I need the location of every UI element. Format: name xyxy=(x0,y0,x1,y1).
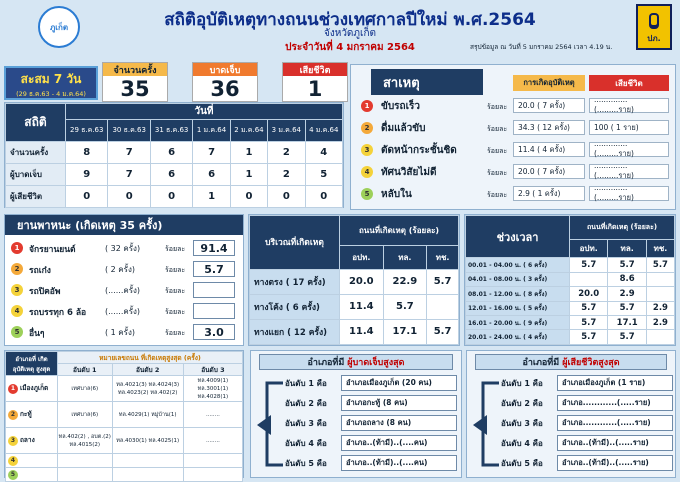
cause-death-value: ..............(.........ราย) xyxy=(589,142,669,157)
district-road-cell: เทศบาล(6) xyxy=(58,402,113,428)
district-name: เมืองภูเก็ต xyxy=(20,384,49,393)
cause-label: ดื่มแล้วขับ xyxy=(381,123,426,134)
district-row xyxy=(6,454,243,468)
vehicle-label: รถปิคอัพ xyxy=(29,287,61,297)
daily-cell: 4 xyxy=(305,142,342,164)
location-row-label: ทางโค้ง ( 6 ครั้ง) xyxy=(250,294,340,319)
vehicle-count: (......ครั้ง) xyxy=(105,286,141,295)
top-rank-row xyxy=(501,375,671,391)
vehicle-label: รถบรรทุก 6 ล้อ xyxy=(29,308,87,318)
timeslot-col-header: ทล. xyxy=(608,239,646,257)
rank-label: อันดับ 2 คือ xyxy=(285,399,327,408)
district-road-cell: เทศบาล(6) xyxy=(58,376,113,402)
district-name: กะทู้ xyxy=(20,410,32,419)
location-row-label: ทางตรง ( 17 ครั้ง) xyxy=(250,269,340,294)
daily-cell: 7 xyxy=(108,142,150,164)
timeslot-row xyxy=(466,258,675,272)
day-header: วันที่ xyxy=(66,104,343,120)
daily-cell: 0 xyxy=(66,186,108,208)
rank-badge: 1 xyxy=(11,242,23,254)
timeslot-row xyxy=(466,287,675,301)
district-name: ถลาง xyxy=(20,436,35,445)
injured-top-title-highlight: ผู้บาดเจ็บสูงสุด xyxy=(347,358,405,368)
timeslot-label: 04.01 - 08.00 น. ( 3 ครั้ง) xyxy=(466,272,570,286)
rank-label: อันดับ 3 คือ xyxy=(285,419,327,428)
daily-cell: 8 xyxy=(66,142,108,164)
daily-row xyxy=(6,164,343,186)
top-rank-row xyxy=(285,455,455,471)
cause-death-value: ..............(.........ราย) xyxy=(589,98,669,113)
rank-badge: 1 xyxy=(8,384,18,394)
road-group-header: หมายเลขถนน ที่เกิดเหตุสูงสุด (ครั้ง) xyxy=(58,352,243,364)
top-rank-row xyxy=(285,395,455,411)
timeslot-cell xyxy=(646,272,674,286)
cause-acc-value: 11.4 ( 4 ครั้ง) xyxy=(513,142,585,157)
vehicle-count: ( 32 ครั้ง) xyxy=(105,244,141,253)
daily-row xyxy=(6,186,343,208)
department-seal-logo: ภูเก็ต xyxy=(38,6,80,48)
timeslot-cell: 8.6 xyxy=(608,272,646,286)
date-header: 1 ม.ค.64 xyxy=(193,120,230,142)
date-header: 4 ม.ค.64 xyxy=(305,120,342,142)
rank-badge: 2 xyxy=(11,263,23,275)
rank-badge: 5 xyxy=(361,188,373,200)
daily-cell: 0 xyxy=(305,186,342,208)
vehicle-pct: 91.4 xyxy=(193,240,235,256)
deaths-top-panel xyxy=(466,350,676,478)
district-row xyxy=(6,468,243,482)
daily-cell: 1 xyxy=(230,164,267,186)
deaths-total-card xyxy=(282,62,348,102)
location-col-header: อปท. xyxy=(340,246,384,269)
vehicle-row xyxy=(9,302,239,320)
deaths-top-title xyxy=(475,354,667,370)
location-title: บริเวณที่เกิดเหตุ xyxy=(250,216,340,270)
location-col-header: ทล. xyxy=(383,246,427,269)
district-road-cell xyxy=(183,454,242,468)
timeslot-row xyxy=(466,330,675,345)
rank-label: อันดับ 3 คือ xyxy=(501,419,543,428)
vehicle-label: รถเก๋ง xyxy=(29,266,51,276)
daily-cell: 0 xyxy=(230,186,267,208)
timeslot-cell: 2.9 xyxy=(608,287,646,301)
location-cell xyxy=(427,294,459,319)
injured-label: บาดเจ็บ xyxy=(193,63,257,76)
daily-cell: 7 xyxy=(193,142,230,164)
district-row xyxy=(6,402,243,428)
district-value-box: อำเภอ..(ท้ามี)..(.....ราย) xyxy=(557,435,673,451)
vehicle-count: (......ครั้ง) xyxy=(105,307,141,316)
timeslot-cell xyxy=(646,330,674,345)
injured-top-title xyxy=(259,354,453,370)
daily-cell: 2 xyxy=(268,164,305,186)
cause-acc-value: 2.9 ( 1 ครั้ง) xyxy=(513,186,585,201)
injured-value: 36 xyxy=(210,77,240,101)
top-rank-row xyxy=(285,415,455,431)
date-header: 30 ธ.ค.63 xyxy=(108,120,150,142)
rank-badge: 2 xyxy=(8,410,18,420)
location-cell: 5.7 xyxy=(427,269,459,294)
location-cell: 11.4 xyxy=(340,294,384,319)
top-rank-row xyxy=(285,375,455,391)
rank-label: อันดับ 1 คือ xyxy=(285,379,327,388)
date-header: 2 ม.ค.64 xyxy=(230,120,267,142)
timeslot-col-header: อปท. xyxy=(570,239,608,257)
timeslot-cell: 2.9 xyxy=(646,301,674,315)
district-name-cell xyxy=(6,402,58,428)
district-value-box: อำเภอ..(ท้ามี)..(....คน) xyxy=(341,435,457,451)
vehicle-label: อื่นๆ xyxy=(29,329,45,339)
deaths-label: เสียชีวิต xyxy=(283,63,347,76)
timeslot-row xyxy=(466,301,675,315)
vehicle-row xyxy=(9,323,239,341)
deaths-value: 1 xyxy=(307,77,323,101)
daily-cell: 6 xyxy=(193,164,230,186)
district-road-cell: ทล.4021(3) ทล.4024(3) ทล.4023(2) ทล.402(2) xyxy=(112,376,183,402)
ppb-logo xyxy=(636,4,672,50)
district-road-cell xyxy=(58,468,113,482)
bracket-arrow-icon xyxy=(473,375,503,473)
timeslot-row xyxy=(466,272,675,286)
timeslot-label: 00.01 - 04.00 น. ( 6 ครั้ง) xyxy=(466,258,570,272)
vehicle-pct-label: ร้อยละ xyxy=(165,266,186,274)
district-value-box: อำเภอ..(ท้ามี)..(....คน) xyxy=(341,455,457,471)
daily-cell: 0 xyxy=(150,186,192,208)
district-name-cell xyxy=(6,468,58,482)
cause-label: หลับใน xyxy=(381,189,412,200)
district-row xyxy=(6,376,243,402)
district-road-cell: ทล.402(2) , อบต.(2) ทล.4015(2) xyxy=(58,428,113,454)
rank-badge: 4 xyxy=(11,305,23,317)
daily-cell: 6 xyxy=(150,164,192,186)
district-road-cell: ทล.4030(1) ทล.4025(1) xyxy=(112,428,183,454)
timeslot-cell: 5.7 xyxy=(608,258,646,272)
cumulative-range: (29 ธ.ค.63 - 4 ม.ค.64) xyxy=(16,90,86,98)
ppb-logo-text: ปภ. xyxy=(647,33,661,43)
location-group-header: ถนนที่เกิดเหตุ (ร้อยละ) xyxy=(340,216,459,246)
daily-row xyxy=(6,142,343,164)
timeslot-cell xyxy=(570,272,608,286)
top-rank-row xyxy=(285,435,455,451)
rank-label: อันดับ 2 คือ xyxy=(501,399,543,408)
rank-badge: 3 xyxy=(11,284,23,296)
location-panel xyxy=(248,214,460,346)
district-road-cell xyxy=(112,468,183,482)
timeslot-cell: 5.7 xyxy=(570,330,608,345)
vehicle-row xyxy=(9,239,239,257)
vehicle-pct: 3.0 xyxy=(193,324,235,340)
district-road-cell: ทล.4029(1) หมู่บ้าน(1) xyxy=(112,402,183,428)
vehicle-pct xyxy=(193,303,235,319)
rank-label: อันดับ 4 คือ xyxy=(501,439,543,448)
timeslot-cell: 20.0 xyxy=(570,287,608,301)
rank-badge: 2 xyxy=(361,122,373,134)
injured-total-card xyxy=(192,62,258,102)
timeslots-panel xyxy=(464,214,676,346)
vehicle-pct-label: ร้อยละ xyxy=(165,329,186,337)
daily-row-label: ผู้บาดเจ็บ xyxy=(6,164,66,186)
location-row xyxy=(250,269,459,294)
cause-death-value: ..............(.........ราย) xyxy=(589,186,669,201)
location-cell: 11.4 xyxy=(340,319,384,344)
district-name-cell xyxy=(6,454,58,468)
location-cell: 5.7 xyxy=(427,319,459,344)
cause-row xyxy=(359,185,671,203)
district-value-box: อำเภอ............(.....ราย) xyxy=(557,395,673,411)
daily-cell: 7 xyxy=(108,164,150,186)
daily-stats-table xyxy=(4,102,344,208)
deaths-top-title-highlight: ผู้เสียชีวิตสูงสุด xyxy=(562,358,620,368)
district-value-box: อำเภอกะทู้ (8 คน) xyxy=(341,395,457,411)
cause-pct-label: ร้อยละ xyxy=(487,147,508,155)
timeslot-col-header: ทช. xyxy=(646,239,674,257)
cumulative-label: สะสม 7 วัน xyxy=(20,72,82,86)
location-cell: 5.7 xyxy=(383,294,427,319)
hand-icon xyxy=(643,10,665,32)
location-row xyxy=(250,319,459,344)
vehicle-count: ( 2 ครั้ง) xyxy=(105,265,135,274)
district-name-cell xyxy=(6,428,58,454)
cause-death-value: ..............(.........ราย) xyxy=(589,164,669,179)
cause-pct-label: ร้อยละ xyxy=(487,125,508,133)
timeslot-cell: 5.7 xyxy=(570,315,608,329)
timeslot-label: 20.01 - 24.00 น. ( 4 ครั้ง) xyxy=(466,330,570,345)
rank-badge: 4 xyxy=(361,166,373,178)
cause-label: ตัดหน้ากระชั้นชิด xyxy=(381,145,457,156)
top-rank-row xyxy=(501,455,671,471)
rank-label: อันดับ 5 คือ xyxy=(285,459,327,468)
vehicle-pct-label: ร้อยละ xyxy=(165,308,186,316)
daily-row-label: ผู้เสียชีวิต xyxy=(6,186,66,208)
daily-cell: 0 xyxy=(268,186,305,208)
timeslots-group-header: ถนนที่เกิดเหตุ (ร้อยละ) xyxy=(570,216,675,240)
vehicle-pct: 5.7 xyxy=(193,261,235,277)
causes-panel xyxy=(350,64,676,210)
district-name-cell xyxy=(6,376,58,402)
stat-header: สถิติ xyxy=(6,104,66,142)
district-road-cell: ........ xyxy=(183,428,242,454)
causes-title: สาเหตุ xyxy=(371,69,483,95)
injured-top-title-pre: อำเภอที่มี xyxy=(307,358,345,368)
timeslot-cell: 5.7 xyxy=(646,258,674,272)
daily-cell: 9 xyxy=(66,164,108,186)
daily-cell: 2 xyxy=(268,142,305,164)
district-road-cell xyxy=(183,468,242,482)
timeslot-label: 16.01 - 20.00 น. ( 9 ครั้ง) xyxy=(466,315,570,329)
cause-row xyxy=(359,97,671,115)
timeslot-row xyxy=(466,315,675,329)
district-col-header: อำเภอที่ เกิดอุบัติเหตุ สูงสุด xyxy=(6,352,58,376)
causes-death-header: เสียชีวิต xyxy=(589,75,669,91)
cause-pct-label: ร้อยละ xyxy=(487,103,508,111)
rank-badge: 5 xyxy=(11,326,23,338)
rank-badge: 1 xyxy=(361,100,373,112)
cause-pct-label: ร้อยละ xyxy=(487,169,508,177)
cause-acc-value: 34.3 ( 12 ครั้ง) xyxy=(513,120,585,135)
daily-cell: 1 xyxy=(193,186,230,208)
page-title: สถิติอุบัติเหตุทางถนนช่วงเทศกาลปีใหม่ พ.ศ.2564 xyxy=(164,10,536,30)
district-value-box: อำเภอถลาง (8 คน) xyxy=(341,415,457,431)
cause-acc-value: 20.0 ( 7 ครั้ง) xyxy=(513,98,585,113)
timeslot-cell: 5.7 xyxy=(570,301,608,315)
vehicles-panel xyxy=(4,214,244,346)
cause-label: ทัศนวิสัยไม่ดี xyxy=(381,167,437,178)
rank-badge: 5 xyxy=(8,470,18,480)
rank-col-header: อันดับ 3 xyxy=(183,364,242,376)
date-header: 29 ธ.ค.63 xyxy=(66,120,108,142)
accidents-total-card xyxy=(102,62,168,102)
rank-label: อันดับ 4 คือ xyxy=(285,439,327,448)
rank-badge: 3 xyxy=(8,436,18,446)
daily-cell: 0 xyxy=(108,186,150,208)
summary-timestamp: สรุปข้อมูล ณ วันที่ 5 มกราคม 2564 เวลา 4.19 น. xyxy=(470,43,613,51)
location-cell: 20.0 xyxy=(340,269,384,294)
cause-pct-label: ร้อยละ xyxy=(487,191,508,199)
vehicle-label: จักรยานยนต์ xyxy=(29,245,76,255)
vehicle-row xyxy=(9,281,239,299)
daily-row-label: จำนวนครั้ง xyxy=(6,142,66,164)
vehicle-count: ( 1 ครั้ง) xyxy=(105,328,135,337)
injured-top-panel xyxy=(250,350,462,478)
timeslot-label: 12.01 - 16.00 น. ( 5 ครั้ง) xyxy=(466,301,570,315)
timeslot-cell xyxy=(646,287,674,301)
top-rank-row xyxy=(501,415,671,431)
province-name: จังหวัดภูเก็ต xyxy=(323,28,376,39)
rank-label: อันดับ 5 คือ xyxy=(501,459,543,468)
top-rank-row xyxy=(501,395,671,411)
daily-cell: 6 xyxy=(150,142,192,164)
timeslot-cell: 2.9 xyxy=(646,315,674,329)
district-road-cell xyxy=(112,454,183,468)
cause-row xyxy=(359,141,671,159)
cause-label: ขับรถเร็ว xyxy=(381,101,421,112)
cause-row xyxy=(359,119,671,137)
rank-col-header: อันดับ 1 xyxy=(58,364,113,376)
district-value-box: อำเภอเมืองภูเก็ต (20 คน) xyxy=(341,375,457,391)
vehicles-title: ยานพาหนะ (เกิดเหตุ 35 ครั้ง) xyxy=(5,215,243,235)
rank-col-header: อันดับ 2 xyxy=(112,364,183,376)
timeslot-cell: 5.7 xyxy=(570,258,608,272)
top-rank-row xyxy=(501,435,671,451)
rank-badge: 4 xyxy=(8,456,18,466)
cause-row xyxy=(359,163,671,181)
district-value-box: อำเภอ..(ท้ามี)..(.....ราย) xyxy=(557,455,673,471)
report-date: ประจำวันที่ 4 มกราคม 2564 xyxy=(285,42,415,53)
date-header: 31 ธ.ค.63 xyxy=(150,120,192,142)
bracket-arrow-icon xyxy=(257,375,287,473)
district-road-cell: ทล.4009(1) ทล.3001(1) ทล.4028(1) xyxy=(183,376,242,402)
location-cell: 17.1 xyxy=(383,319,427,344)
cause-death-value: 100 ( 1 ราย) xyxy=(589,120,669,135)
location-row xyxy=(250,294,459,319)
district-row xyxy=(6,428,243,454)
causes-acc-header: การเกิดอุบัติเหตุ xyxy=(513,75,585,91)
date-header: 3 ม.ค.64 xyxy=(268,120,305,142)
vehicle-pct-label: ร้อยละ xyxy=(165,245,186,253)
location-row-label: ทางแยก ( 12 ครั้ง) xyxy=(250,319,340,344)
vehicle-pct-label: ร้อยละ xyxy=(165,287,186,295)
timeslot-label: 08.01 - 12.00 น. ( 8 ครั้ง) xyxy=(466,287,570,301)
cause-acc-value: 20.0 ( 7 ครั้ง) xyxy=(513,164,585,179)
district-road-cell: ........ xyxy=(183,402,242,428)
accidents-value: 35 xyxy=(120,77,150,101)
timeslot-cell: 5.7 xyxy=(608,301,646,315)
daily-cell: 1 xyxy=(230,142,267,164)
timeslot-cell: 5.7 xyxy=(608,330,646,345)
deaths-top-title-pre: อำเภอที่มี xyxy=(522,358,560,368)
accidents-label: จำนวนครั้ง xyxy=(103,63,167,76)
timeslots-title: ช่วงเวลา xyxy=(466,216,570,258)
vehicle-row xyxy=(9,260,239,278)
district-road-cell xyxy=(58,454,113,468)
location-cell: 22.9 xyxy=(383,269,427,294)
daily-cell: 5 xyxy=(305,164,342,186)
timeslot-cell: 17.1 xyxy=(608,315,646,329)
district-value-box: อำเภอเมืองภูเก็ต (1 ราย) xyxy=(557,375,673,391)
rank-label: อันดับ 1 คือ xyxy=(501,379,543,388)
location-col-header: ทช. xyxy=(427,246,459,269)
districts-table xyxy=(4,350,244,478)
district-value-box: อำเภอ............(.....ราย) xyxy=(557,415,673,431)
cumulative-badge xyxy=(4,66,98,100)
vehicle-pct xyxy=(193,282,235,298)
rank-badge: 3 xyxy=(361,144,373,156)
